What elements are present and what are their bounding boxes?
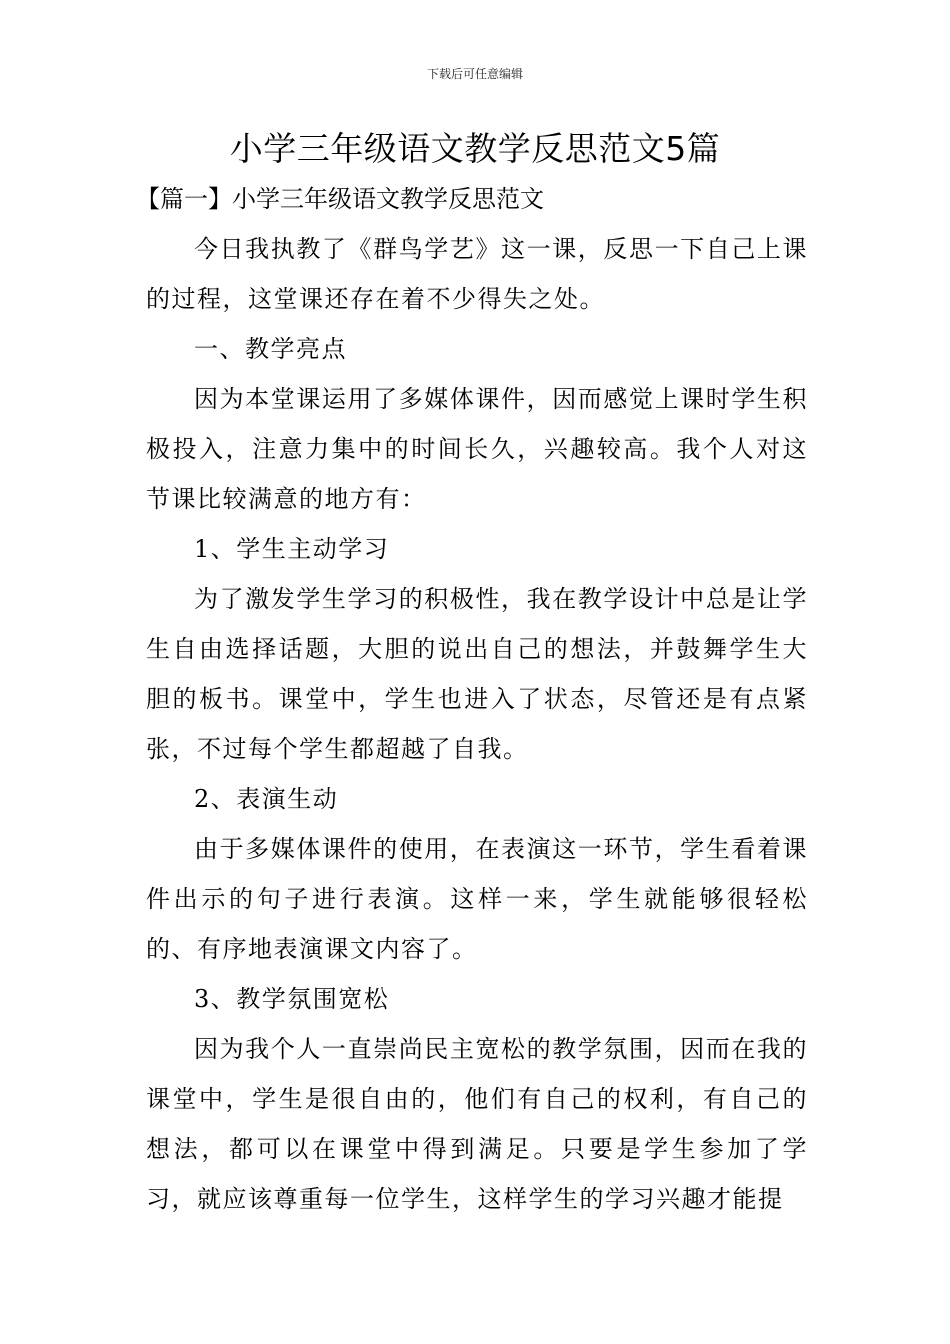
document-body <box>136 174 808 1224</box>
paragraph-highlights: 因为本堂课运用了多媒体课件，因而感觉上课时学生积极投入，注意力集中的时间长久，兴趣较高。我个人对这节课比较满意的地方有： <box>146 385 808 513</box>
subheading-active-learning: 1、学生主动学习 <box>194 535 390 563</box>
subheading-teaching-highlights: 一、教学亮点 <box>194 335 347 363</box>
paragraph-vivid-performance: 由于多媒体课件的使用，在表演这一环节，学生看着课件出示的句子进行表演。这样一来，学生就能够很轻松的、有序地表演课文内容了。 <box>146 835 808 963</box>
section-heading: 【篇一】小学三年级语文教学反思范文 <box>136 185 544 213</box>
header-note: 下载后可任意编辑 <box>426 67 523 81</box>
paragraph-relaxed-atmosphere: 因为我个人一直崇尚民主宽松的教学氛围，因而在我的课堂中，学生是很自由的，他们有自己的权利，有自己的想法，都可以在课堂中得到满足。只要是学生参加了学习，就应该尊重每一位学生，这样学生的学习兴趣才能提 <box>146 1035 808 1213</box>
subheading-vivid-performance: 2、表演生动 <box>194 785 339 813</box>
paragraph-intro: 今日我执教了《群鸟学艺》这一课，反思一下自己上课的过程，这堂课还存在着不少得失之处。 <box>146 235 808 313</box>
subheading-relaxed-atmosphere: 3、教学氛围宽松 <box>194 985 390 1013</box>
document-title: 小学三年级语文教学反思范文5篇 <box>229 129 721 168</box>
paragraph-active-learning: 为了激发学生学习的积极性，我在教学设计中总是让学生自由选择话题，大胆的说出自己的想法，并鼓舞学生大胆的板书。课堂中，学生也进入了状态，尽管还是有点紧张，不过每个学生都超越了自我。 <box>146 585 808 763</box>
